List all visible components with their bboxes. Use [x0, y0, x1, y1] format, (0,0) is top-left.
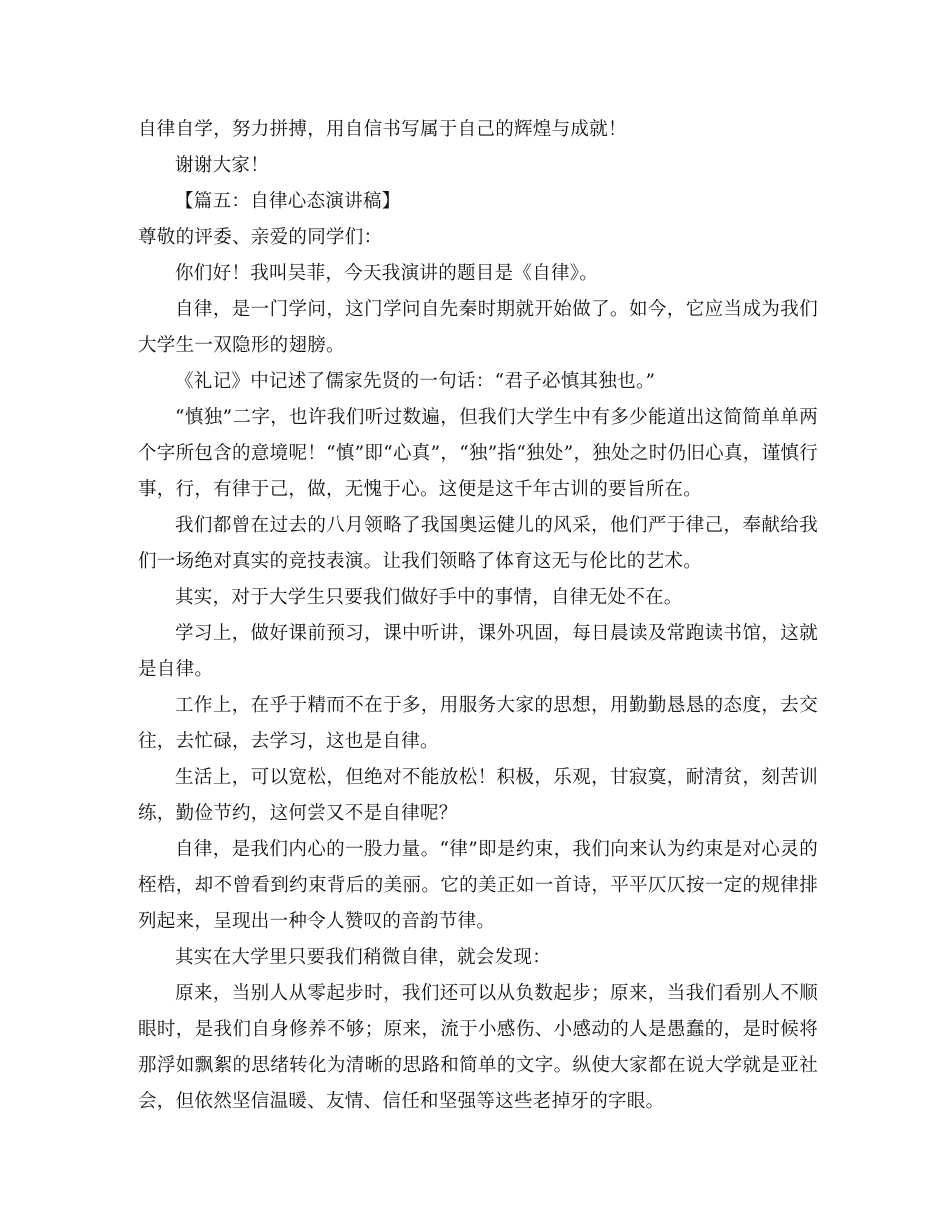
paragraph: 自律，是我们内心的一股力量。“律”即是约束，我们向来认为约束是对心灵的桎梏，却不曾看到约束背后的美丽。它的美正如一首诗，平平仄仄按一定的规律排列起来，呈现出一种令人赞叹的音韵节律。: [138, 839, 818, 932]
paragraph: 其实在大学里只要我们稍微自律，就会发现：: [175, 947, 552, 968]
paragraph: 《礼记》中记述了儒家先贤的一句话：“君子必慎其独也。”: [175, 371, 656, 392]
paragraph: 学习上，做好课前预习，课中听讲，课外巩固，每日晨读及常跑读书馆，这就是自律。: [138, 623, 818, 680]
salutation: 尊敬的评委、亲爱的同学们：: [138, 227, 383, 248]
paragraph: 原来，当别人从零起步时，我们还可以从负数起步；原来，当我们看别人不顺眼时，是我们自身修养不够；原来，流于小感伤、小感动的人是愚蠢的，是时候将那浮如飘絮的思绪转化为清晰的思路和简单的文字。纵使大家都在说大学就是亚社会，但依然坚信温暖、友情、信任和坚强等这些老掉牙的字眼。: [138, 983, 818, 1112]
paragraph: 你们好！我叫吴菲，今天我演讲的题目是《自律》。: [175, 263, 599, 284]
paragraph: “慎独”二字，也许我们听过数遍，但我们大学生中有多少能道出这简简单单两个字所包含的意境呢！“慎”即“心真”，“独”指“独处”，独处之时仍旧心真，谨慎行事，行，有律于己，做，无愧于心。这便是这千年古训的要旨所在。: [138, 407, 818, 500]
paragraph: 工作上，在乎于精而不在于多，用服务大家的思想，用勤勤恳恳的态度，去交往，去忙碌，去学习，这也是自律。: [138, 695, 818, 752]
document-body: [138, 112, 818, 1120]
section-heading: 【篇五：自律心态演讲稿】: [175, 191, 401, 212]
paragraph: 自律自学，努力拼搏，用自信书写属于自己的辉煌与成就！: [138, 119, 627, 140]
paragraph: 其实，对于大学生只要我们做好手中的事情，自律无处不在。: [175, 587, 683, 608]
paragraph: 生活上，可以宽松，但绝对不能放松！积极，乐观，甘寂寞，耐清贫，刻苦训练，勤俭节约，这何尝又不是自律呢？: [138, 767, 818, 824]
paragraph: 自律，是一门学问，这门学问自先秦时期就开始做了。如今，它应当成为我们大学生一双隐形的翅膀。: [138, 299, 818, 356]
paragraph: 我们都曾在过去的八月领略了我国奥运健儿的风采，他们严于律己，奉献给我们一场绝对真实的竞技表演。让我们领略了体育这无与伦比的艺术。: [138, 515, 818, 572]
paragraph: 谢谢大家！: [175, 155, 270, 176]
